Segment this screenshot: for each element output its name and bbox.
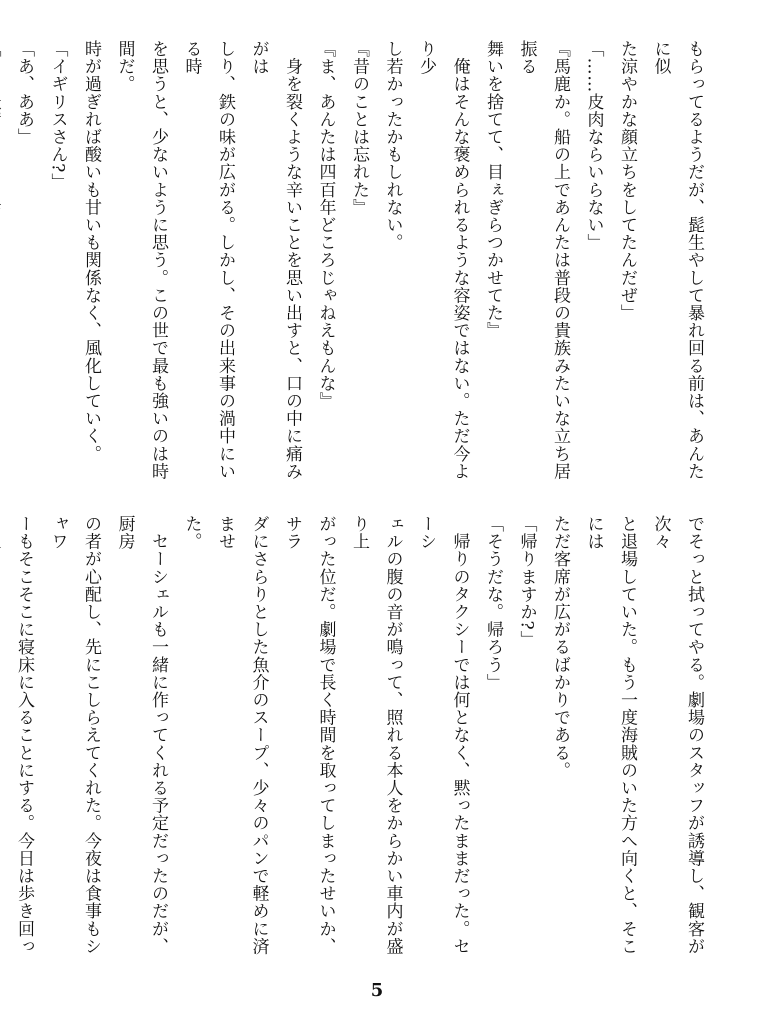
top-text-block [14,40,710,482]
text-line: 身を裂くような辛いことを思い出すと、口の中に痛みがは [248,40,302,480]
text-line: の者が心配し、先にこしらえてくれた。今夜は食事もシャワ [47,515,101,955]
text-line: がった位だ。劇場で長く時間を取ってしまったせいか、サラ [282,515,336,955]
text-line: 「あ、ああ」 [14,40,34,146]
text-line: 舞いを捨てて、目ぇぎらつかせてた』 [483,40,503,340]
text-line: ダにさらりとした魚介のスープ、少々のパンで軽めに済ませ [215,515,269,955]
text-line: た涼やかな顔立ちをしてたんだぜ」 [617,40,637,322]
text-line: 「帰りますか?」 [516,515,537,648]
text-line: 「そうだな。帰ろう」 [483,515,503,691]
text-line: し若かったかもしれない。 [382,40,403,252]
text-line: 『ま、あんたは四百年どころじゃねえもんな』 [315,40,336,410]
text-line: と退場していた。もう一度海賊のいた方へ向くと、そこには [583,515,637,955]
text-line: 『馬鹿か。船の上であんたは普段の貴族みたいな立ち居振る [516,40,570,480]
text-line [0,40,7,482]
page-number: 5 [370,980,384,1001]
text-line: セーシェルも一緒に作ってくれる予定だったのだが、厨房 [114,515,168,955]
text-line: しり、鉄の味が広がる。しかし、その出来事の渦中にいる時 [181,40,235,480]
text-line: 俺はそんな褒められるような容姿ではない。ただ今より少 [416,40,470,480]
text-line: もらってるようだが、髭生やして暴れ回る前は、あんたに似 [650,40,704,480]
text-line: でそっと拭ってやる。劇場のスタッフが誘導し、観客が次々 [650,515,704,955]
text-line: 『昔のことは忘れた』 [349,40,369,216]
text-line: ェルの腹の音が鳴って、照れる本人をからかい車内が盛り上 [349,515,403,955]
text-line: 帰りのタクシーでは何となく、黙ったままだった。セーシ [416,515,470,955]
text-line: 「イギリスさん?」 [47,40,68,191]
text-line: ーもそこそこに寝床に入ることにする。今日は歩き回っ [14,515,34,955]
text-line: を思うと、少ないように思う。この世で最も強いのは時間だ。 [114,40,168,480]
text-line: 時が過ぎれば酸いも甘いも関係なく、風化していく。 [81,40,101,463]
bottom-text-block [14,515,710,960]
text-line: た。 [181,515,202,551]
text-line: 「……皮肉ならいらない」 [583,40,604,252]
text-line: ただ客席が広がるばかりである。 [550,515,570,779]
